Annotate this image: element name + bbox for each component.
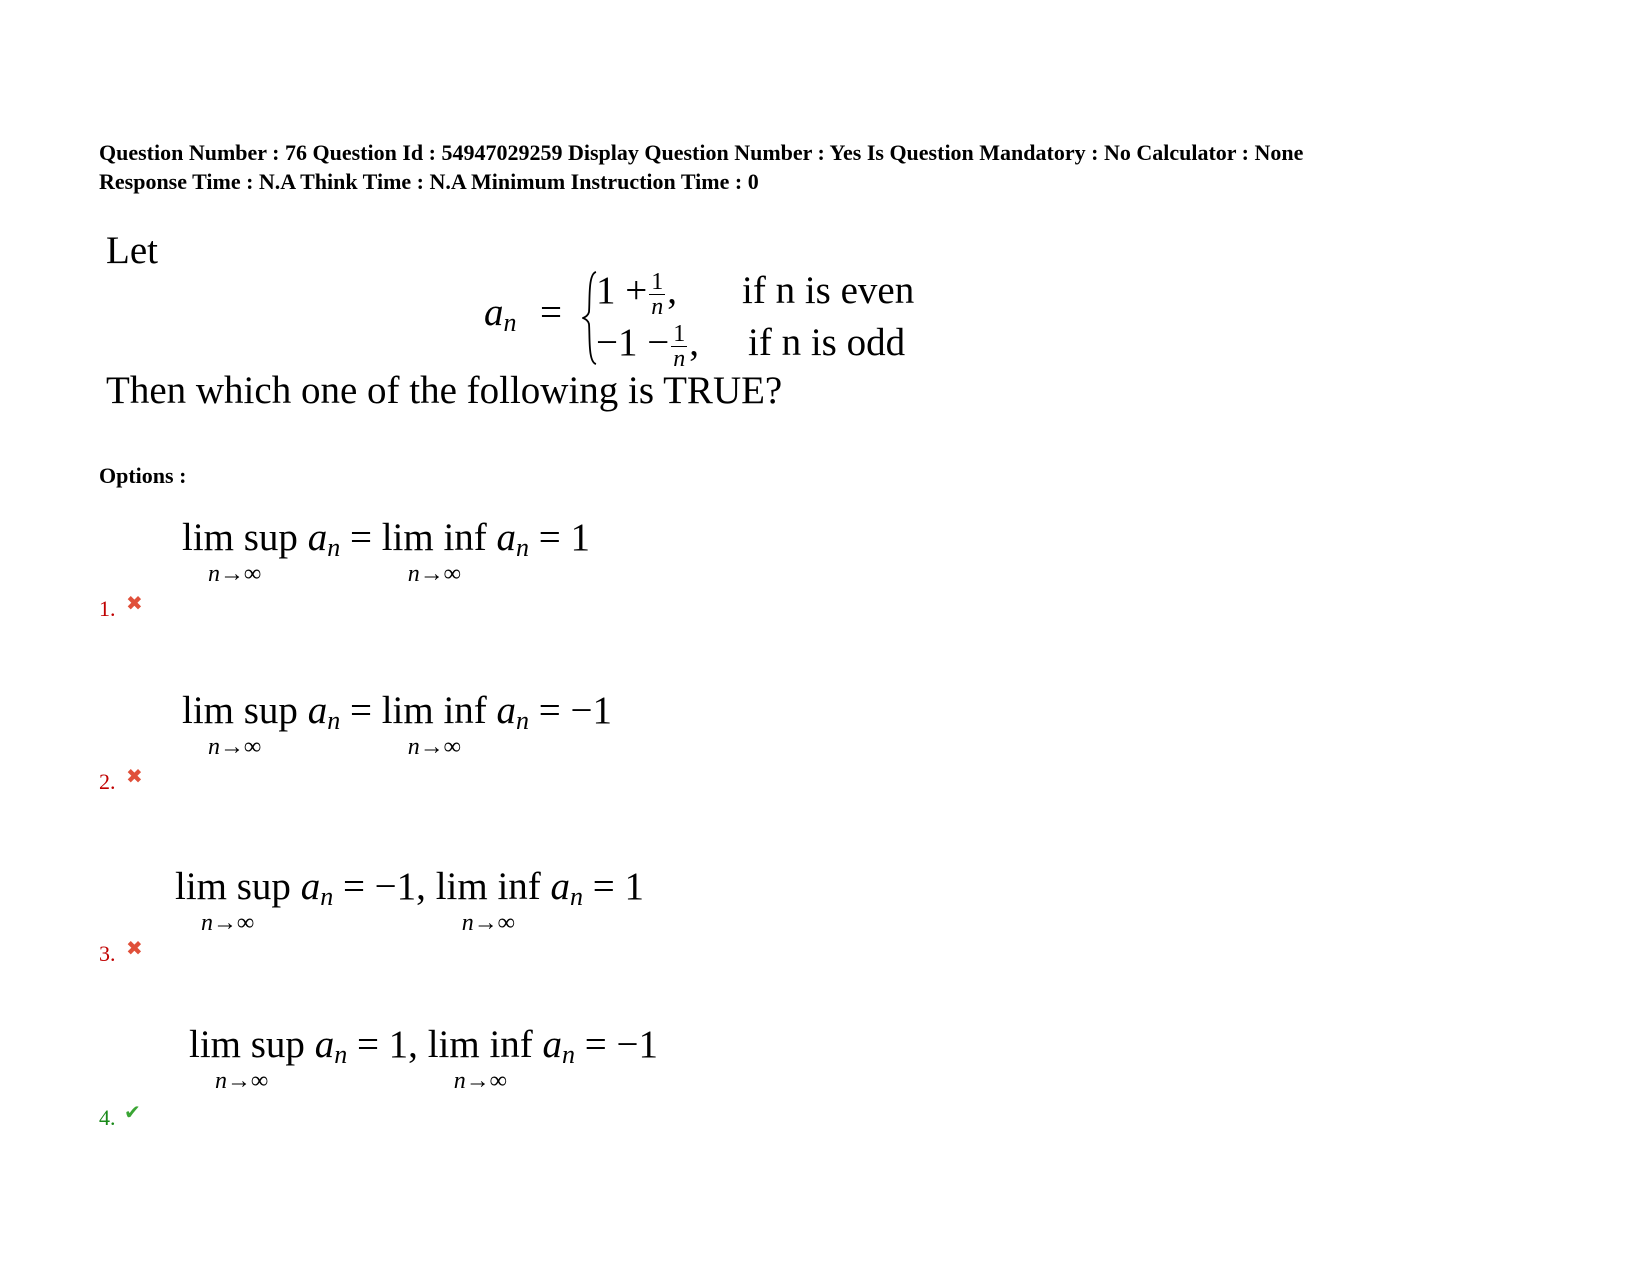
- sequence-term: $a_n$: [484, 291, 517, 337]
- option-expression: lim sup n→∞ $a_n = 1$, lim inf n→∞ $a_n = -1$: [189, 1023, 659, 1094]
- fraction-1-over-n: $\frac{1}{n}$: [673, 320, 686, 372]
- option-number: 1.: [99, 596, 116, 621]
- option-3[interactable]: [99, 864, 899, 974]
- option-expression: lim sup n→∞ $a_n = \lim$ inf n→∞ $a_n = 1$: [182, 516, 591, 587]
- question-metadata: [99, 138, 1599, 196]
- metadata-line-2: Response Time : N.A Think Time : N.A Minimum Instruction Time : 0: [99, 169, 759, 194]
- fraction-1-over-n: $\frac{1}{n}$: [651, 268, 664, 320]
- option-expression: lim sup n→∞ $a_n = \lim$ inf n→∞ $a_n = -1$: [182, 689, 613, 760]
- correct-check-icon: ✔: [124, 1102, 141, 1124]
- option-number: 4.: [99, 1105, 116, 1130]
- case-odd-expression: −1 − $\frac{1}{n}$ ,: [596, 320, 699, 372]
- question-let: Let: [106, 229, 158, 272]
- case-even-expression: 1 + $\frac{1}{n}$ ,: [596, 268, 677, 320]
- incorrect-cross-icon: ✖: [126, 766, 143, 788]
- case-even-condition: if n is even: [742, 269, 915, 312]
- question-prompt: Then which one of the following is TRUE?: [106, 369, 783, 412]
- option-4[interactable]: [99, 1022, 899, 1132]
- case-odd-condition: if n is odd: [748, 321, 906, 364]
- incorrect-cross-icon: ✖: [126, 938, 143, 960]
- question-figure: [106, 228, 966, 448]
- metadata-line-1: Question Number : 76 Question Id : 54947029259 Display Question Number : Yes Is Question Mandatory : No Calculator : None: [99, 140, 1304, 165]
- option-expression: lim sup n→∞ $a_n = -1$, lim inf n→∞ $a_n = 1$: [175, 865, 645, 936]
- equals-sign: =: [540, 291, 562, 334]
- option-number: 3.: [99, 941, 116, 966]
- options-label: Options :: [99, 463, 187, 488]
- incorrect-cross-icon: ✖: [126, 593, 143, 615]
- option-2[interactable]: [99, 688, 899, 798]
- option-1[interactable]: [99, 515, 899, 625]
- option-number: 2.: [99, 769, 116, 794]
- piecewise-definition: [484, 266, 964, 370]
